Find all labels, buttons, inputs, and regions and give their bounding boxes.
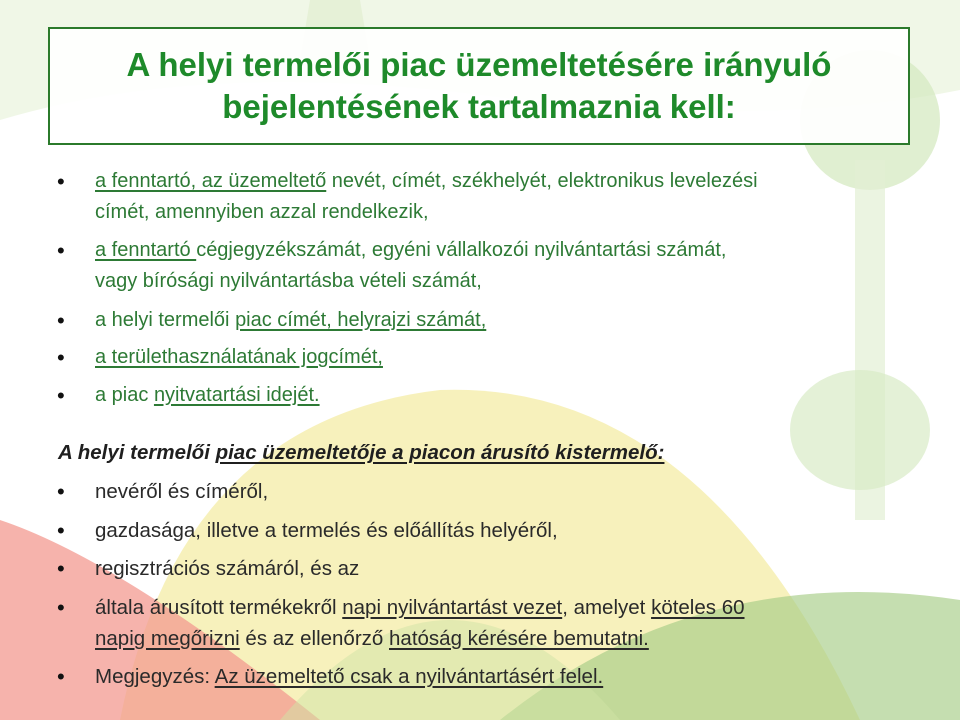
list-text: napi nyilvántartást vezet (342, 596, 563, 619)
page-title (127, 44, 832, 128)
list-text: címét, amennyiben azzal rendelkezik, (95, 201, 429, 223)
list-text: hatóság kérésére bemutatni. (389, 627, 649, 650)
list-text: köteles 60 (651, 596, 745, 619)
list-text: és az ellenőrző (239, 627, 390, 650)
list-text: , amelyet (562, 596, 652, 619)
list-item (95, 661, 900, 692)
list-item (95, 166, 900, 228)
list-text: Megjegyzés: (95, 665, 215, 688)
list-text: általa árusított termékekről (95, 596, 343, 619)
title-line-2: bejelentésének tartalmaznia kell: (222, 88, 736, 125)
list-text: a fenntartó, az üzemeltető (95, 170, 327, 192)
list-text: a piac (95, 384, 154, 406)
list-text: Az üzemeltető csak a nyilvántartásért felel. (214, 665, 604, 688)
list-text: regisztrációs számáról, és az (95, 557, 360, 580)
list-text: nevét, címét, székhelyét, elektronikus levelezési (326, 170, 758, 192)
list-text: a területhasználatának jogcímét, (95, 346, 383, 368)
heading-text: A helyi termelői (58, 441, 216, 464)
list-text: vagy bírósági nyilvántartásba vételi számát, (95, 270, 482, 292)
list-item (95, 592, 900, 654)
list-text: napig megőrizni (95, 627, 240, 650)
list-text: piac címét, helyrajzi számát, (235, 309, 487, 331)
list-item (95, 235, 900, 297)
section-heading (58, 438, 664, 468)
heading-text: piac üzemeltetője a piacon árusító kistermelő: (215, 441, 665, 464)
list-text: cégjegyzékszámát, egyéni vállalkozói nyilvántartási számát, (196, 239, 727, 261)
list-item (95, 380, 900, 411)
list-text: nevéről és címéről, (95, 480, 269, 503)
list-text: a helyi termelői (95, 309, 236, 331)
list-item (95, 553, 900, 584)
list-item (95, 342, 900, 373)
list-text: nyitvatartási idejét. (153, 384, 320, 406)
title-line-1: A helyi termelői piac üzemeltetésére irányuló (126, 46, 832, 83)
list-item (95, 476, 900, 507)
title-box (48, 27, 910, 145)
list-item (95, 305, 900, 336)
list-text: a fenntartó (95, 239, 197, 261)
list-item (95, 515, 900, 546)
list-text: gazdasága, illetve a termelés és előállítás helyéről, (95, 519, 558, 542)
